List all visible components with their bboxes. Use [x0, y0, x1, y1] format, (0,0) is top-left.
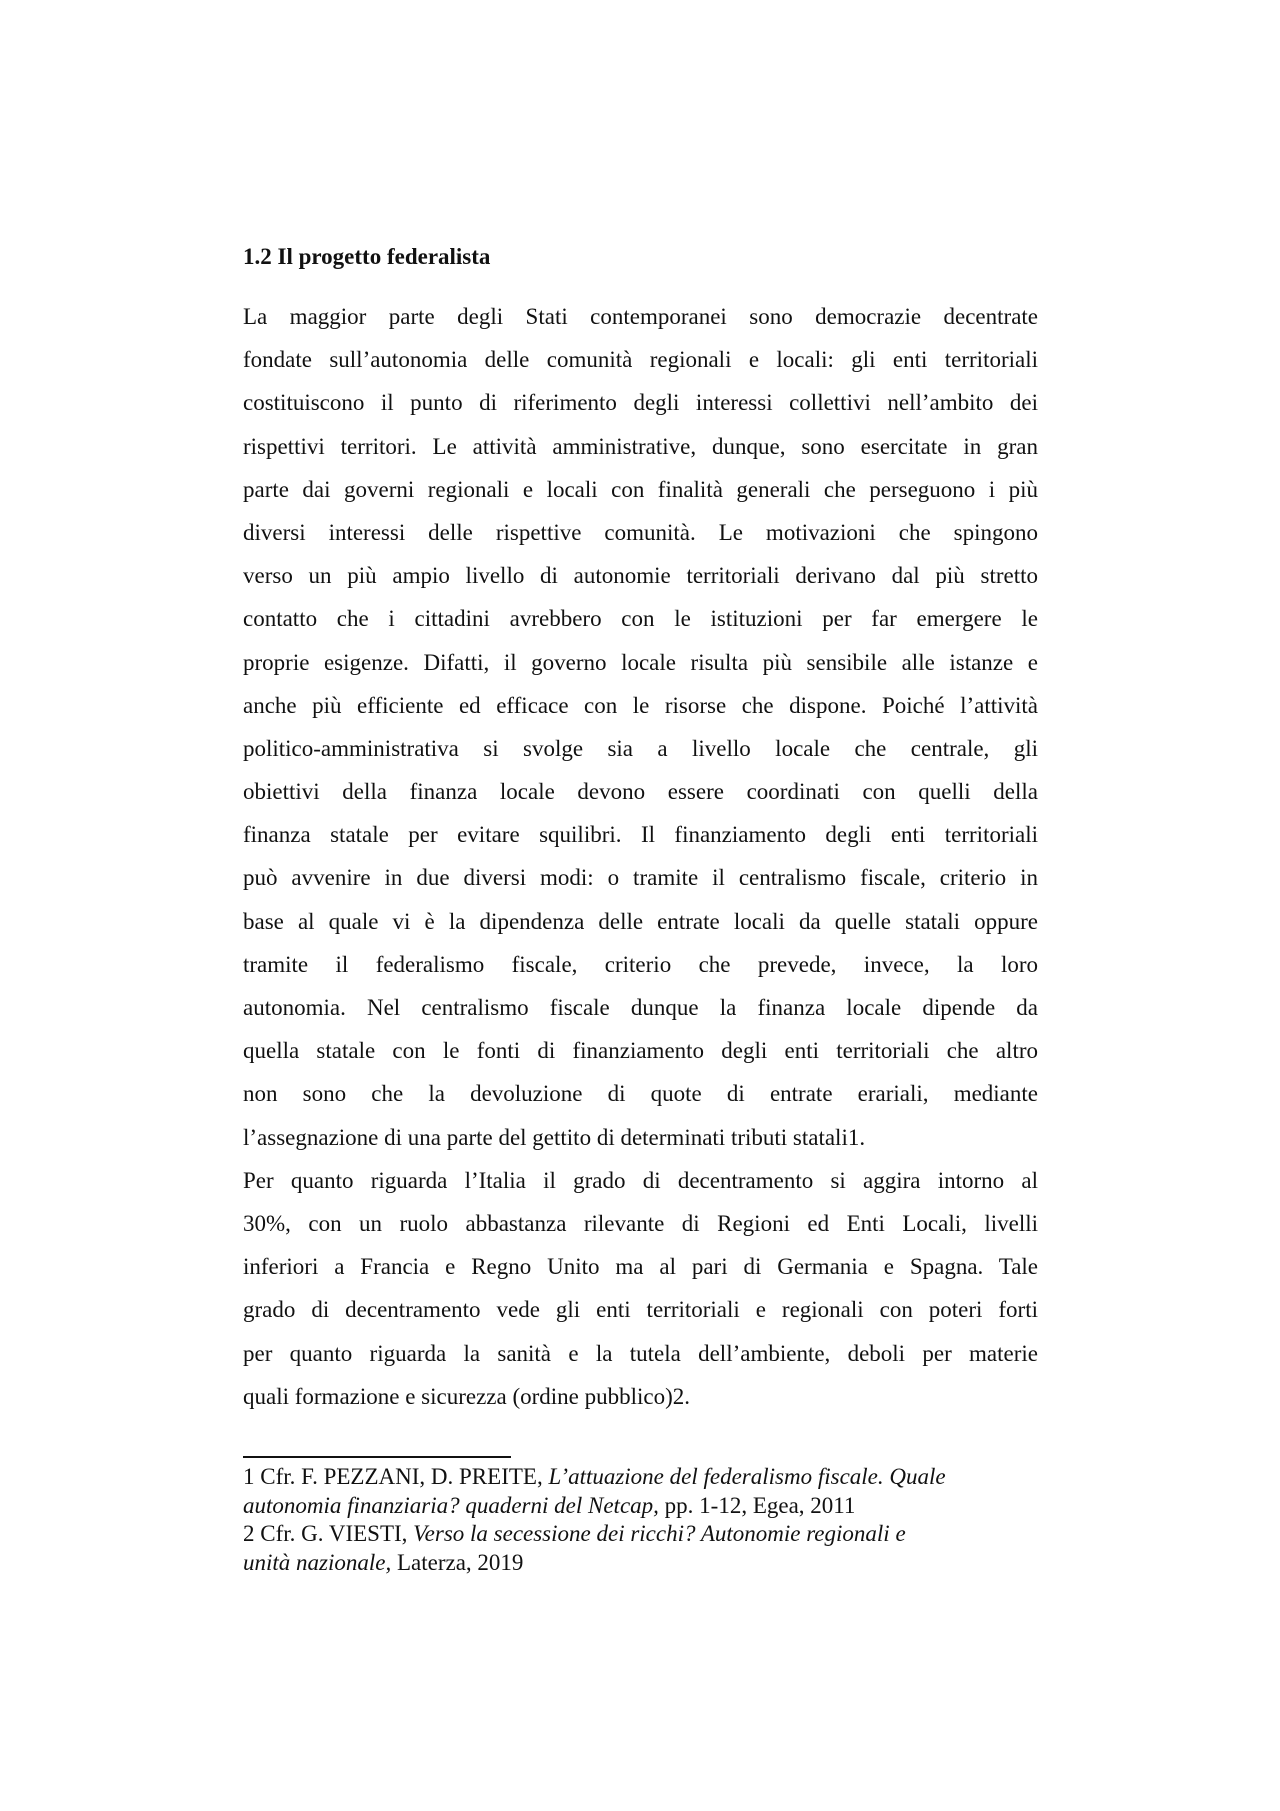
footnote-title: Verso la secessione dei ricchi? Autonomie regionali e [413, 1521, 906, 1546]
footnote-number: 2 [243, 1521, 255, 1546]
text-line: può avvenire in due diversi modi: o tramite il centralismo fiscale, criterio in [243, 865, 1038, 891]
text-line: Per quanto riguarda l’Italia il grado di decentramento si aggira intorno al [243, 1167, 1038, 1193]
footnote-1 [243, 1463, 1038, 1520]
text-line: quella statale con le fonti di finanziamento degli enti territoriali che altro [243, 1038, 1038, 1064]
footnote-separator [243, 1456, 511, 1458]
text-line: per quanto riguarda la sanità e la tutela dell’ambiente, deboli per materie [243, 1340, 1038, 1366]
paragraph-2 [243, 1159, 1038, 1418]
text-line: grado di decentramento vede gli enti territoriali e regionali con poteri forti [243, 1297, 1038, 1323]
footnote-line [243, 1492, 1038, 1521]
text-line: rispettivi territori. Le attività amministrative, dunque, sono esercitate in gran [243, 433, 1038, 459]
footnote-2 [243, 1520, 1038, 1577]
text-line: costituiscono il punto di riferimento degli interessi collettivi nell’ambito dei [243, 390, 1038, 416]
text-line: fondate sull’autonomia delle comunità regionali e locali: gli enti territoriali [243, 347, 1038, 373]
text-line: obiettivi della finanza locale devono essere coordinati con quelli della [243, 779, 1038, 805]
text-line: parte dai governi regionali e locali con finalità generali che perseguono i più [243, 476, 1038, 502]
paragraph-1 [243, 295, 1038, 1159]
footnote-line [243, 1549, 1038, 1578]
text-line: politico-amministrativa si svolge sia a livello locale che centrale, gli [243, 735, 1038, 761]
text-line: diversi interessi delle rispettive comunità. Le motivazioni che spingono [243, 519, 1038, 545]
footnote-title: unità nazionale, [243, 1549, 392, 1575]
text-line: quali formazione e sicurezza (ordine pubblico)2. [243, 1383, 691, 1409]
text-line: verso un più ampio livello di autonomie territoriali derivano dal più stretto [243, 563, 1038, 589]
text-line: tramite il federalismo fiscale, criterio che prevede, invece, la loro [243, 951, 1038, 977]
footnote-number: 1 [243, 1464, 255, 1489]
footnote-publication: pp. 1-12, Egea, 2011 [664, 1492, 856, 1518]
text-line: La maggior parte degli Stati contemporanei sono democrazie decentrate [243, 304, 1038, 329]
text-line: anche più efficiente ed efficace con le risorse che dispone. Poiché l’attività [243, 692, 1038, 718]
footnote-authors: Cfr. G. VIESTI, [260, 1521, 408, 1546]
text-line: autonomia. Nel centralismo fiscale dunque la finanza locale dipende da [243, 995, 1038, 1020]
text-line: proprie esigenze. Difatti, il governo locale risulta più sensibile alle istanze e [243, 649, 1038, 675]
footnote-publication: Laterza, 2019 [396, 1549, 524, 1575]
text-line: non sono che la devoluzione di quote di entrate erariali, mediante [243, 1081, 1038, 1107]
text-line: 30%, con un ruolo abbastanza rilevante di Regioni ed Enti Locali, livelli [243, 1210, 1038, 1236]
footnote-line [243, 1520, 1038, 1549]
footnote-authors: Cfr. F. PEZZANI, D. PREITE, [260, 1464, 543, 1489]
text-line: contatto che i cittadini avrebbero con le istituzioni per far emergere le [243, 606, 1038, 632]
footnote-title: autonomia finanziaria? quaderni del Netcap, [243, 1492, 659, 1518]
text-line: inferiori a Francia e Regno Unito ma al pari di Germania e Spagna. Tale [243, 1254, 1038, 1280]
footnote-line [243, 1463, 1038, 1492]
text-line: l’assegnazione di una parte del gettito di determinati tributi statali1. [243, 1124, 866, 1150]
footnote-title: L’attuazione del federalismo fiscale. Quale [548, 1464, 946, 1489]
section-heading: 1.2 Il progetto federalista [243, 244, 491, 269]
text-line: finanza statale per evitare squilibri. Il finanziamento degli enti territoriali [243, 822, 1038, 848]
body-text [243, 295, 1038, 1418]
text-line: base al quale vi è la dipendenza delle entrate locali da quelle statali oppure [243, 908, 1038, 934]
footnotes [243, 1463, 1038, 1577]
